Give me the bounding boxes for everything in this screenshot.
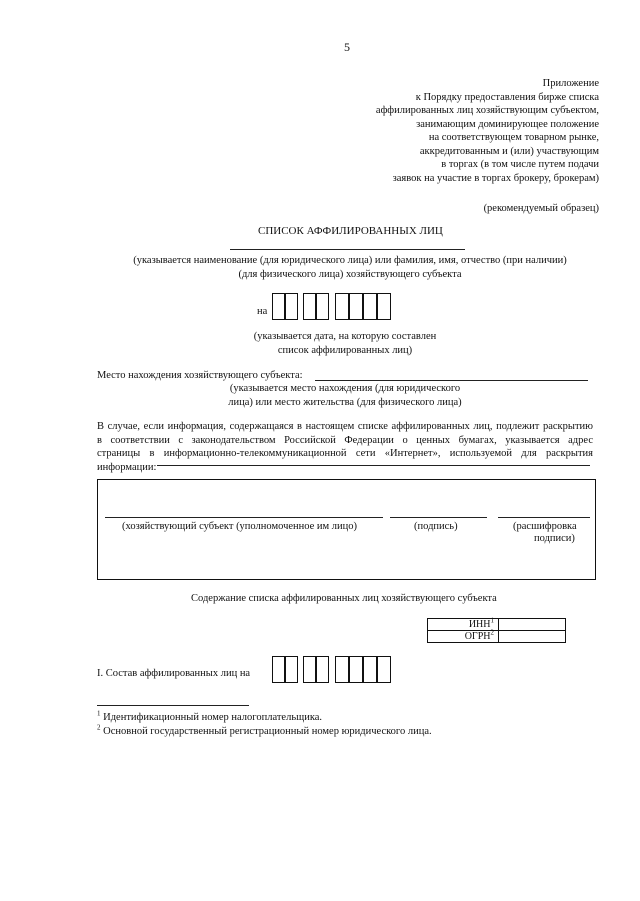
date-cell[interactable] [349,656,363,683]
name-hint [80,254,620,281]
appendix-line: аффилированных лиц хозяйствующим субъектом, [375,105,599,116]
location-hint [210,382,480,409]
appendix-line: занимающим доминирующее положение [416,118,599,130]
appendix-line: в торгах (в том числе путем подачи [441,159,599,170]
date-hint [230,330,460,357]
date-cell[interactable] [335,293,349,320]
date-cell[interactable] [377,656,391,683]
date-hint-line: список аффилированных лиц) [277,344,413,356]
codes-table [427,618,566,643]
ogrn-label-cell [428,628,499,643]
date-cell[interactable] [303,656,316,683]
footnote-2 [97,725,432,739]
signature-caption: (подпись) [414,521,458,532]
date-cell[interactable] [285,656,298,683]
appendix-line: аккредитованным и (или) участвующим [419,145,599,157]
footnote-1-num: 1 [97,709,101,718]
location-label: Место нахождения хозяйствующего субъекта: [97,370,303,381]
appendix-block [299,77,599,185]
footnote-separator [97,705,249,706]
inn-value-cell[interactable] [499,619,566,631]
decoding-caption-1: (расшифровка [513,521,577,532]
date-cell[interactable] [316,656,329,683]
date-cell[interactable] [316,293,329,320]
name-hint-line: (для физического лица) хозяйствующего субъекта [238,268,462,280]
disclosure-line: в соответствии с законодательством Российской Федерации о ценных бумагах, указывается адрес [97,434,593,446]
date-cell[interactable] [272,656,285,683]
date-cell[interactable] [363,656,377,683]
subject-caption: (хозяйствующий субъект (уполномоченное им лицо) [122,521,358,532]
appendix-line: заявок на участие в торгах брокеру, брокерам) [392,172,599,184]
url-field[interactable] [157,465,590,466]
appendix-line: Приложение [542,78,599,89]
footnote-2-text: Основной государственный регистрационный номер юридического лица. [103,726,432,737]
date-cell[interactable] [335,656,349,683]
name-hint-line: (указывается наименование (для юридического лица) или фамилия, имя, отчество (при наличии) [133,255,567,266]
inn-footnote-ref: 1 [490,616,494,625]
appendix-line: к Порядку предоставления бирже списка [415,91,599,103]
disclosure-line: В случае, если информация, содержащаяся в настоящем списке аффилированных лиц, подлежит раскрытию [97,421,593,432]
date-hint-line: (указывается дата, на которую составлен [253,331,437,342]
disclosure-last-line: информации: [97,461,157,473]
date-cell[interactable] [285,293,298,320]
location-field[interactable] [315,380,588,381]
ogrn-label: ОГРН [464,631,491,642]
section-1-heading: I. Состав аффилированных лиц на [97,668,251,679]
date-cell[interactable] [377,293,391,320]
subject-line[interactable] [105,517,383,518]
decoding-caption-2: подписи) [534,533,575,544]
footnote-2-num: 2 [97,723,101,732]
contents-title: Содержание списка аффилированных лиц хозяйствующего субъекта [191,593,497,604]
name-underline [230,249,465,250]
inn-row [428,619,566,631]
date-cell[interactable] [272,293,285,320]
date-cell[interactable] [349,293,363,320]
ogrn-value-cell[interactable] [499,631,566,643]
inn-label-cell [428,616,499,631]
location-hint-line: лица) или место жительства (для физического лица) [228,396,462,408]
inn-label: ИНН [468,619,491,630]
footnote-1 [97,711,322,725]
date-cell[interactable] [303,293,316,320]
appendix-line: на соответствующем товарном рынке, [428,132,599,143]
date-cell[interactable] [363,293,377,320]
date-prefix: на [257,306,268,317]
ogrn-row [428,631,566,643]
disclosure-line: страницы в информационно-телекоммуникационной сети «Интернет», используемой для раскрытия [97,448,593,459]
ogrn-footnote-ref: 2 [490,628,494,637]
sample-note: (рекомендуемый образец) [483,203,599,214]
location-hint-line: (указывается место нахождения (для юридического [229,383,461,394]
decoding-line[interactable] [498,517,590,518]
page-number: 5 [344,40,350,54]
document-title: СПИСОК АФФИЛИРОВАННЫХ ЛИЦ [258,225,443,237]
signature-line[interactable] [390,517,487,518]
footnote-1-text: Идентификационный номер налогоплательщика. [103,712,323,723]
